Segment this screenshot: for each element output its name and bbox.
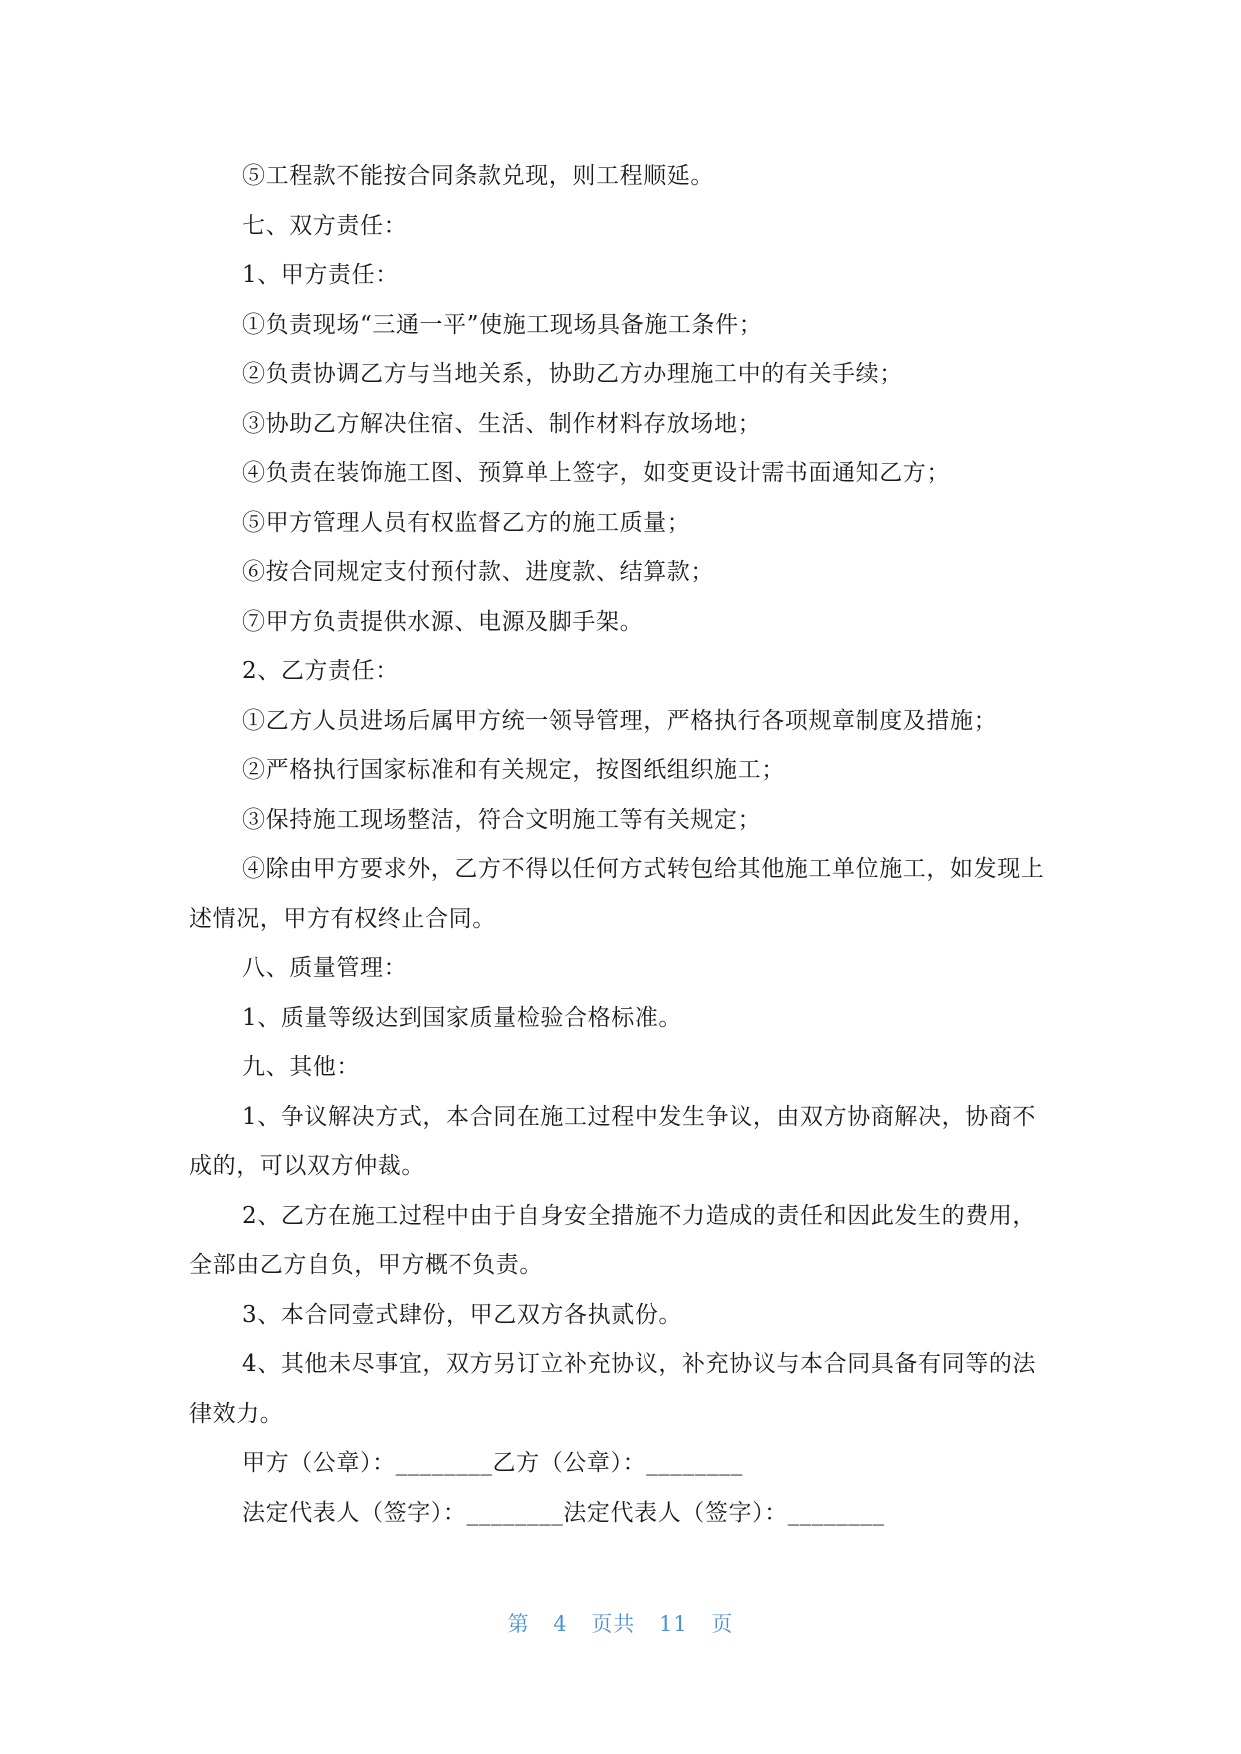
party-b-duty-2: ②严格执行国家标准和有关规定，按图纸组织施工；: [242, 757, 785, 783]
signature-line-representatives: 法定代表人（签字）：________法定代表人（签字）：________: [242, 1499, 885, 1526]
party-a-duty-2: ②负责协调乙方与当地关系，协助乙方办理施工中的有关手续；: [242, 361, 903, 387]
section-heading-eight: 八、质量管理：: [242, 955, 408, 981]
party-a-duty-5: ⑤甲方管理人员有权监督乙方的施工质量；: [242, 509, 691, 536]
party-a-duty-6: ⑥按合同规定支付预付款、进度款、结算款；: [242, 559, 714, 585]
footer-prefix: 第: [507, 1612, 530, 1636]
footer-middle: 页共: [591, 1612, 636, 1636]
document-body: [189, 152, 1059, 1538]
section-heading-nine: 九、其他：: [242, 1054, 360, 1080]
party-a-duty-3: ③协助乙方解决住宿、生活、制作材料存放场地；: [242, 410, 762, 437]
footer-current-page: 4: [553, 1612, 568, 1636]
subheading-party-b-duties: 2、乙方责任：: [242, 658, 399, 684]
other-item-4: 4、其他未尽事宜，双方另订立补充协议，补充协议与本合同具备有同等的法律效力。: [189, 1351, 1037, 1427]
party-a-duty-1: ①负责现场“三通一平”使施工现场具备施工条件；: [242, 311, 763, 338]
signature-line-seals: 甲方（公章）：________乙方（公章）：________: [242, 1450, 743, 1476]
party-b-duty-1: ①乙方人员进场后属甲方统一领导管理，严格执行各项规章制度及措施；: [242, 707, 998, 734]
page-footer: [0, 1608, 1241, 1638]
party-b-duty-4: ④除由甲方要求外，乙方不得以任何方式转包给其他施工单位施工，如发现上述情况，甲方有权终止合同。: [189, 856, 1045, 932]
other-item-1: 1、争议解决方式，本合同在施工过程中发生争议，由双方协商解决，协商不成的，可以双方仲裁。: [189, 1103, 1037, 1179]
subheading-party-a-duties: 1、甲方责任：: [242, 262, 399, 288]
footer-total-pages: 11: [659, 1612, 688, 1636]
quality-item-1: 1、质量等级达到国家质量检验合格标准。: [242, 1004, 683, 1031]
other-item-3: 3、本合同壹式肆份，甲乙双方各执贰份。: [242, 1301, 683, 1328]
paragraph-1: ⑤工程款不能按合同条款兑现，则工程顺延。: [242, 163, 714, 189]
party-a-duty-7: ⑦甲方负责提供水源、电源及脚手架。: [242, 608, 644, 635]
party-b-duty-3: ③保持施工现场整洁，符合文明施工等有关规定；: [242, 806, 762, 833]
party-a-duty-4: ④负责在装饰施工图、预算单上签字，如变更设计需书面通知乙方；: [242, 460, 950, 486]
section-heading-seven: 七、双方责任：: [242, 212, 408, 239]
other-item-2: 2、乙方在施工过程中由于自身安全措施不力造成的责任和因此发生的费用，全部由乙方自负，甲方概不负责。: [189, 1202, 1037, 1278]
footer-suffix: 页: [711, 1612, 734, 1636]
